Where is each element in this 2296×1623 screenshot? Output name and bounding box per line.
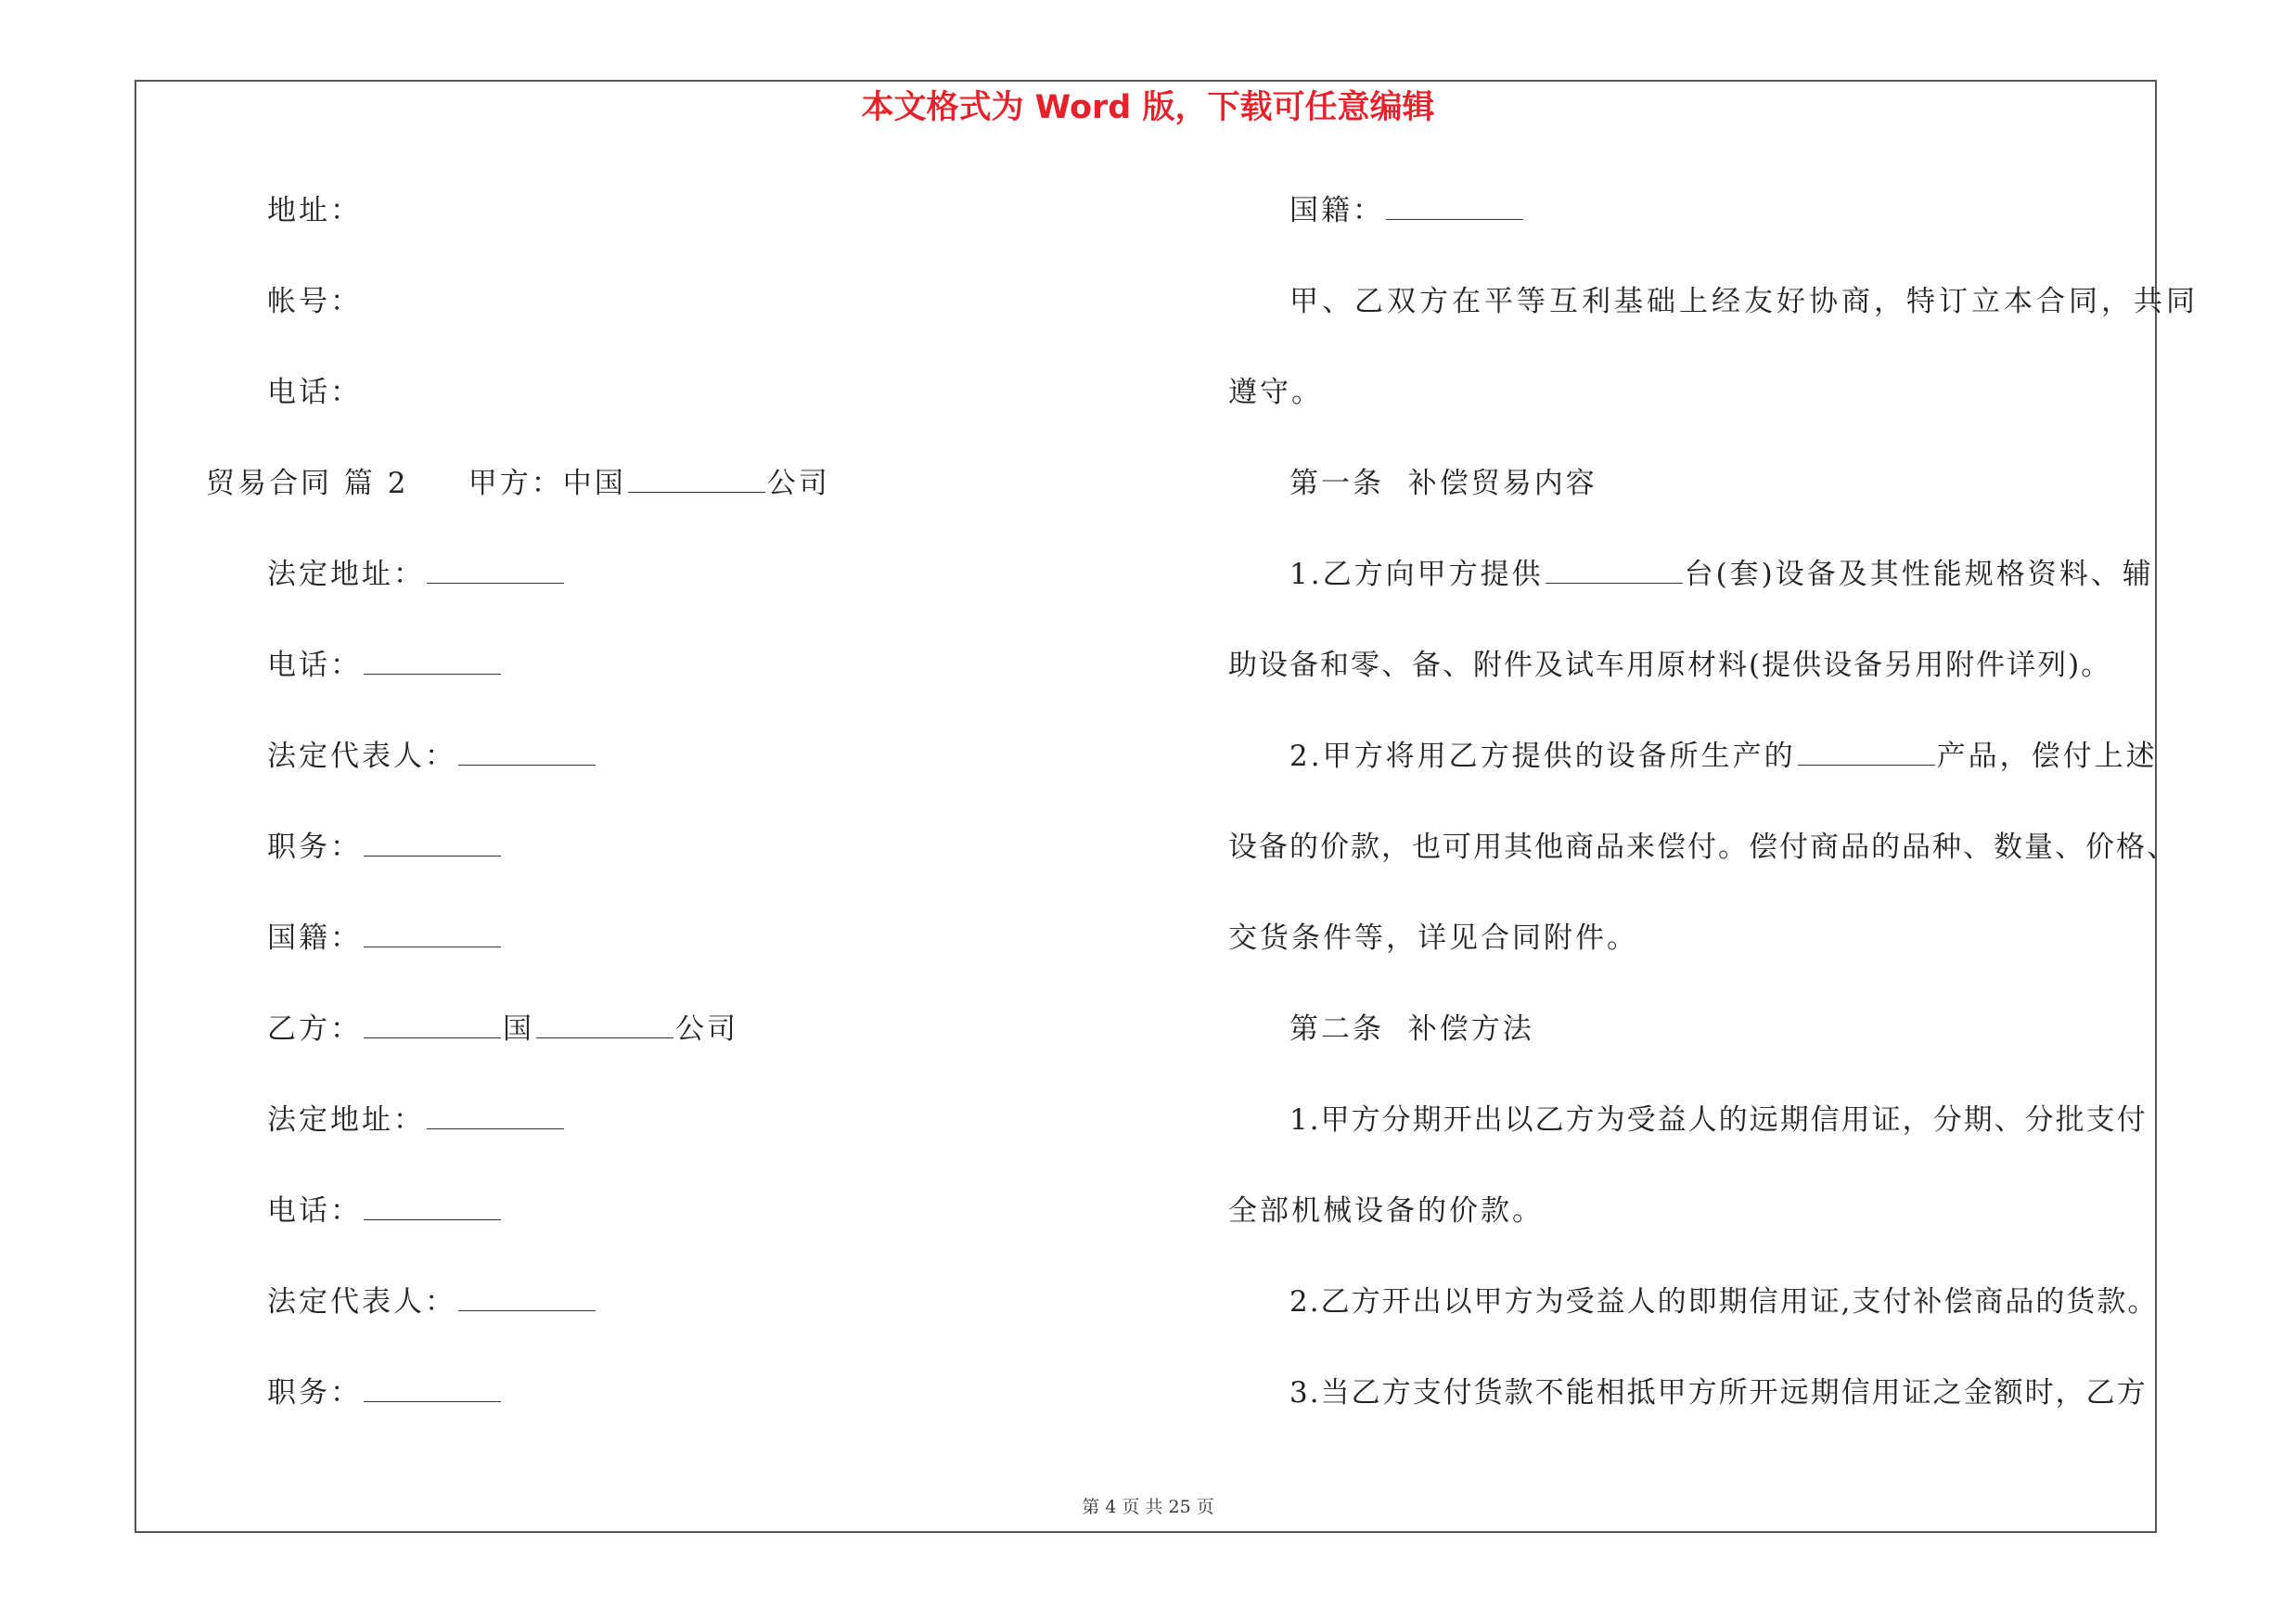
nationality-a-label: 国籍： xyxy=(267,921,362,955)
legal-rep-a-line xyxy=(267,738,597,775)
article-1-item-2-text-c: 设备的价款，也可用其他商品来偿付。偿付商品的品种、数量、价格、 xyxy=(1228,831,2177,864)
intro-text-2: 遵守。 xyxy=(1228,376,1323,409)
account-label: 帐号： xyxy=(267,285,362,318)
nationality-b-line xyxy=(1289,192,1525,229)
contract-title: 贸易合同 篇 2 xyxy=(206,467,409,500)
position-b-label: 职务： xyxy=(267,1376,362,1410)
legal-rep-a-label: 法定代表人： xyxy=(267,740,456,773)
legal-rep-a-blank xyxy=(458,741,596,766)
phone-b-label: 电话： xyxy=(267,1194,362,1228)
legal-address-b-line xyxy=(267,1101,566,1139)
legal-address-b-blank xyxy=(427,1104,564,1129)
legal-rep-b-blank xyxy=(458,1286,596,1311)
footer-prefix: 第 xyxy=(1082,1497,1100,1517)
legal-rep-b-line xyxy=(267,1283,597,1320)
position-a-line xyxy=(267,829,503,866)
article-1-item-2-text-d: 交货条件等，详见合同附件。 xyxy=(1228,921,1638,955)
current-page: 4 xyxy=(1105,1497,1117,1517)
article-1-title: 第一条 补偿贸易内容 xyxy=(1289,467,1597,500)
position-a-label: 职务： xyxy=(267,831,362,864)
position-a-blank xyxy=(364,831,501,857)
address-label: 地址： xyxy=(267,194,362,227)
phone-b-line xyxy=(267,1192,503,1230)
footer-middle: 页 共 xyxy=(1122,1497,1163,1517)
position-b-blank xyxy=(364,1377,501,1402)
article-2-item-2-text: 2.乙方开出以甲方为受益人的即期信用证,支付补偿商品的货款。 xyxy=(1289,1285,2159,1319)
phone-a-label: 电话： xyxy=(267,649,362,682)
legal-address-b-label: 法定地址： xyxy=(267,1103,425,1137)
article-2-item-3-text: 3.当乙方支付货款不能相抵甲方所开远期信用证之金额时，乙方 xyxy=(1289,1376,2148,1410)
position-b-line xyxy=(267,1374,503,1411)
article-1-item-1-text-a: 1.乙方向甲方提供 xyxy=(1289,558,1544,591)
nationality-a-blank xyxy=(364,922,501,947)
party-b-company-blank xyxy=(536,1013,673,1038)
article-1-item-2-line xyxy=(1289,738,2158,775)
nationality-b-label: 国籍： xyxy=(1289,194,1384,227)
article-2-title: 第二条 补偿方法 xyxy=(1289,1012,1534,1046)
article-2-item-1-text-a: 1.甲方分期开出以乙方为受益人的远期信用证，分期、分批支付 xyxy=(1289,1103,2148,1137)
party-b-line xyxy=(267,1011,738,1048)
footer-suffix: 页 xyxy=(1196,1497,1214,1517)
article-1-item-1-text-c: 助设备和零、备、附件及试车用原材料(提供设备另用附件详列)。 xyxy=(1228,649,2112,682)
total-pages: 25 xyxy=(1168,1497,1191,1517)
party-b-mid: 国 xyxy=(503,1012,534,1046)
party-a-suffix: 公司 xyxy=(766,467,830,500)
nationality-b-blank xyxy=(1386,195,1523,220)
party-b-prefix: 乙方： xyxy=(267,1012,362,1046)
legal-address-a-blank xyxy=(427,559,564,584)
intro-text-1: 甲、乙双方在平等互利基础上经友好协商，特订立本合同，共同 xyxy=(1289,285,2199,318)
article-1-item-1-line xyxy=(1289,556,2154,593)
phone-a-line xyxy=(267,647,503,684)
party-a-blank xyxy=(628,468,765,493)
phone-a-blank xyxy=(364,650,501,675)
nationality-a-line xyxy=(267,920,503,957)
legal-address-a-label: 法定地址： xyxy=(267,558,425,591)
article-1-item-1-text-b: 台(套)设备及其性能规格资料、辅 xyxy=(1684,558,2154,591)
party-a-prefix: 甲方：中国 xyxy=(468,467,626,500)
phone-b-blank xyxy=(364,1195,501,1220)
word-format-banner: 本文格式为 Word 版，下载可任意编辑 xyxy=(861,89,1435,126)
contract-title-line xyxy=(206,465,830,502)
equipment-quantity-blank xyxy=(1546,559,1683,584)
phone-label: 电话： xyxy=(267,376,362,409)
article-1-item-2-text-a: 2.甲方将用乙方提供的设备所生产的 xyxy=(1289,740,1796,773)
article-2-item-1-text-b: 全部机械设备的价款。 xyxy=(1228,1194,1544,1228)
page-number-footer xyxy=(0,1496,2296,1518)
legal-address-a-line xyxy=(267,556,566,593)
article-1-item-2-text-b: 产品，偿付上述 xyxy=(1936,740,2158,773)
legal-rep-b-label: 法定代表人： xyxy=(267,1285,456,1319)
party-b-country-blank xyxy=(364,1013,501,1038)
product-name-blank xyxy=(1798,741,1935,766)
party-b-suffix: 公司 xyxy=(675,1012,738,1046)
